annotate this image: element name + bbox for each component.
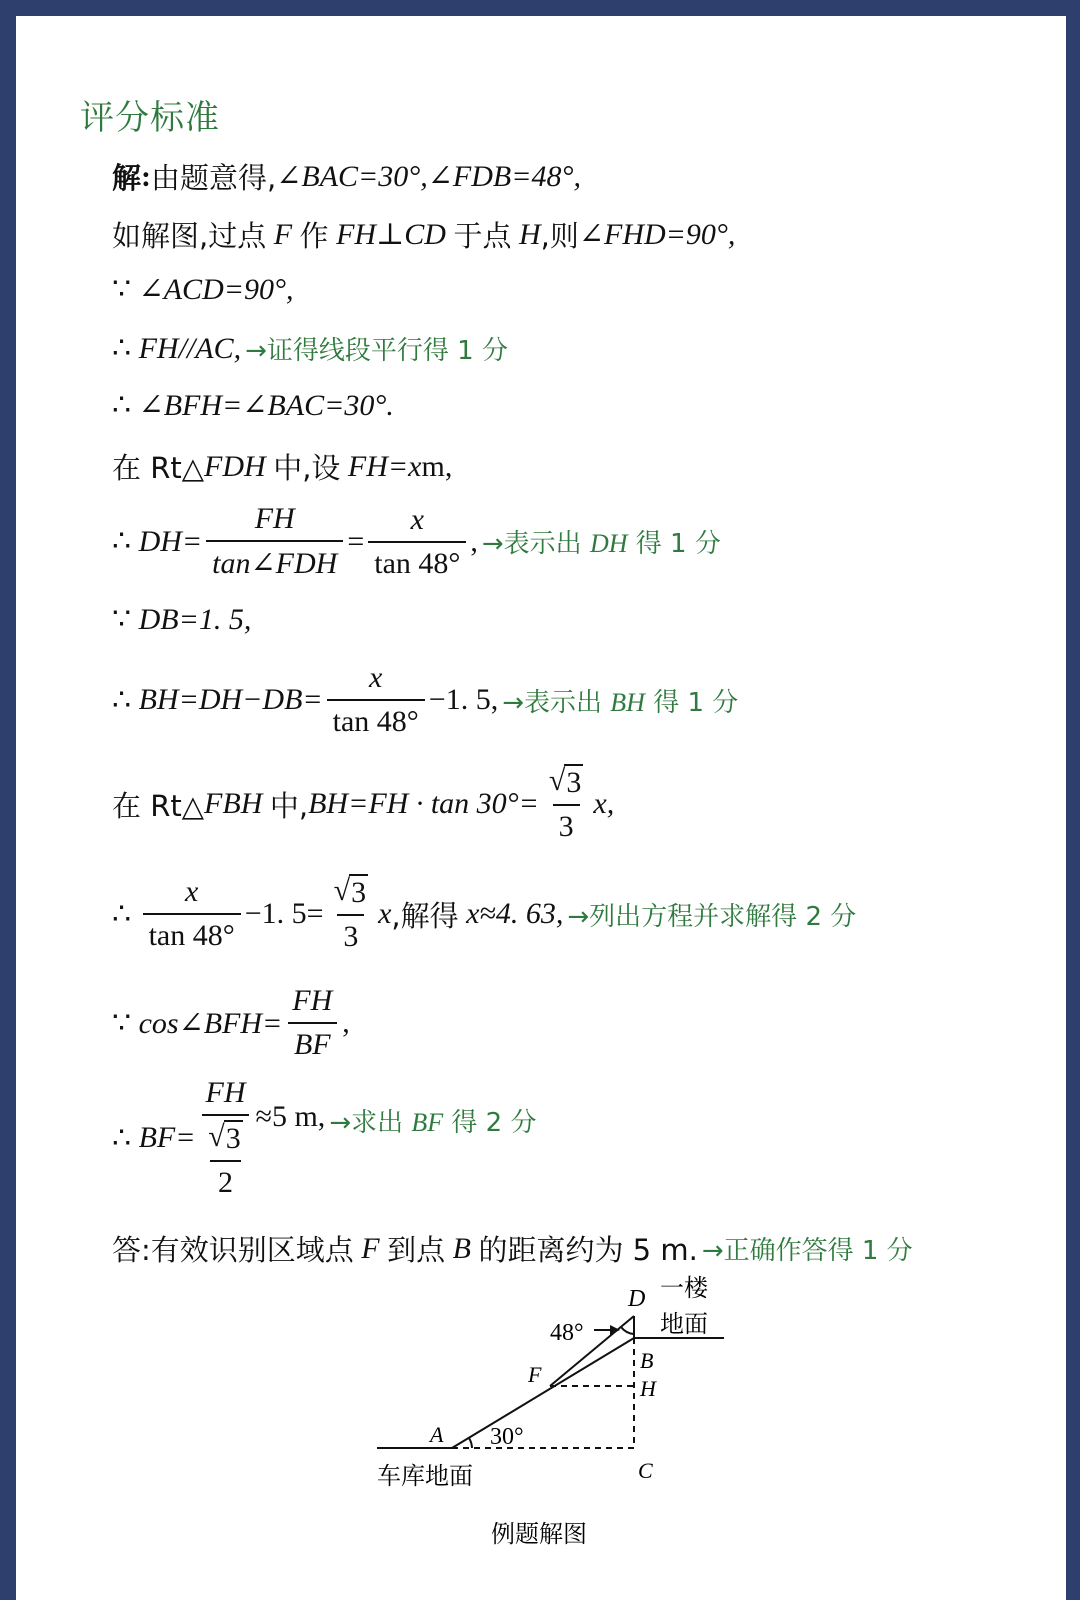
section-heading: 评分标准 xyxy=(80,98,220,138)
fraction: $\frac{FH}{BF}$ xyxy=(286,984,338,1062)
score-note: →表示出 DH 得 1 分 xyxy=(481,529,721,559)
solution-line-2: 如解图,过点 F 作 FH⊥CD 于点 H ,则 ∠FHD=90°, xyxy=(112,217,736,253)
label-f: F xyxy=(528,1362,542,1387)
complex-fraction: FH √ 3 2 xyxy=(200,1076,252,1200)
document-page xyxy=(16,16,1066,1600)
square-root: √ 3 xyxy=(333,874,367,909)
label-c: C xyxy=(638,1458,653,1483)
score-note: →表示出 BH 得 1 分 xyxy=(502,687,739,718)
diagram-caption: 例题解图 xyxy=(491,1520,587,1548)
angle-pointer-head xyxy=(610,1325,620,1335)
fraction: $\frac{x}{\tan 48^\circ}$ xyxy=(327,661,425,739)
label-floor1-top: 一楼 xyxy=(660,1274,708,1302)
fraction: $\frac{x}{\tan 48^\circ}$ xyxy=(368,503,466,581)
solution-line-10: 在 Rt△ FBH 中, BH=FH · tan 30°= √ 3 3 x, xyxy=(112,764,615,843)
solution-line-3: ∵ ∠ACD=90°, xyxy=(112,273,294,306)
square-root: √ 3 xyxy=(208,1120,241,1155)
solution-line-12: ∵ cos∠BFH= $\frac{FH}{BF}$ , xyxy=(112,984,350,1061)
solution-line-5: ∴ ∠BFH=∠BAC=30°. xyxy=(112,389,394,422)
fraction: √ 3 3 xyxy=(543,764,589,844)
solution-line-7: ∴ DH= $\frac{FH}{\text{tan∠FDH}}$ = $\frac{x}{\tan 48^\circ}$ , →表示出 DH 得 1 分 xyxy=(112,502,721,580)
label-angle-48: 48° xyxy=(550,1320,584,1346)
fraction: $\frac{x}{\tan 48^\circ}$ xyxy=(143,875,241,953)
solution-line-13: ∴ BF= FH √ 3 2 ≈5 m, →求出 BF 得 2 分 xyxy=(112,1076,537,1199)
label-garage-floor: 车库地面 xyxy=(377,1462,473,1490)
score-note: →列出方程并求解得 2 分 xyxy=(567,901,857,932)
label-b: B xyxy=(640,1348,654,1373)
angle-arc-a xyxy=(469,1438,472,1448)
fraction: $\frac{FH}{\text{tan∠FDH}}$ xyxy=(206,502,343,581)
solution-line-1: 解 : 由题意得, ∠BAC=30°,∠FDB=48°, xyxy=(112,159,581,195)
solution-line-8: ∵ DB=1. 5, xyxy=(112,602,252,636)
solution-line-14: 答:有效识别区域点 F 到点 B 的距离约为 5 m. →正确作答得 1 分 xyxy=(112,1231,913,1267)
label-a: A xyxy=(430,1422,444,1447)
ramp-line xyxy=(452,1338,634,1448)
geometry-diagram xyxy=(16,16,1066,1600)
solution-line-6: 在 Rt△ FDH 中,设 FH=x m, xyxy=(112,449,453,485)
score-note: →证得线段平行得 1 分 xyxy=(245,336,508,366)
square-root: √ 3 xyxy=(548,764,582,799)
label-h: H xyxy=(640,1376,656,1401)
score-note: →正确作答得 1 分 xyxy=(701,1236,913,1266)
label-d: D xyxy=(628,1286,646,1312)
angle-arc-d xyxy=(621,1327,634,1334)
solution-line-4: ∴ FH//AC, →证得线段平行得 1 分 xyxy=(112,331,508,366)
score-note: →求出 BF 得 2 分 xyxy=(329,1108,537,1138)
label-angle-30: 30° xyxy=(490,1424,524,1450)
label-floor1-bottom: 地面 xyxy=(660,1310,708,1338)
fraction: √ 3 3 xyxy=(328,874,374,954)
solution-line-9: ∴ BH=DH−DB= $\frac{x}{\tan 48^\circ}$ −1. 5, →表示出 BH 得 1 分 xyxy=(112,661,739,738)
solution-line-11: ∴ $\frac{x}{\tan 48^\circ}$ −1. 5= √ 3 3 x ,解得 x≈4. 63, →列出方程并求解得 2 分 xyxy=(112,874,857,953)
